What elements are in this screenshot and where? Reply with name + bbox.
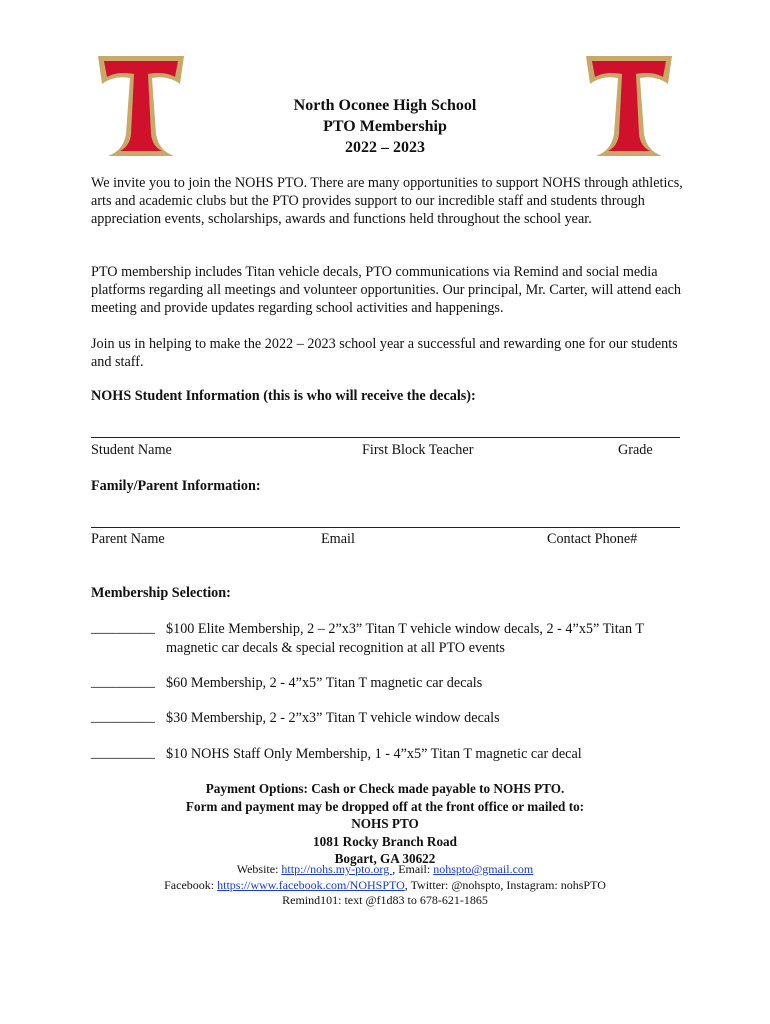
intro-paragraph-3: Join us in helping to make the 2022 – 2023 school year a successful and rewarding one for our students and staff. — [91, 336, 678, 370]
membership-heading: Membership Selection: — [91, 585, 231, 601]
student-name-label: Student Name — [91, 442, 172, 458]
org-name: NOHS PTO — [351, 816, 419, 831]
website-email-line — [0, 862, 770, 878]
intro-paragraph-1: We invite you to join the NOHS PTO. There are many opportunities to support NOHS through athletics, arts and academic clubs but the PTO provides support to our incredible staff and students through appreciation events, scholarships, awards and functions held throughout the school year. — [91, 175, 683, 227]
facebook-label: Facebook: — [164, 877, 218, 892]
intro-paragraph-2: PTO membership includes Titan vehicle decals, PTO communications via Remind and social media platforms regarding all meetings and volunteer opportunities. Our principal, Mr. Carter, will attend each meeting and provide updates regarding school activities and happenings. — [91, 264, 682, 316]
facebook-link[interactable]: https://www.facebook.com/NOHSPTO — [217, 877, 405, 892]
social-line — [0, 878, 770, 894]
twitter-instagram-text: , Twitter: @nohspto, Instagram: nohsPTO — [404, 877, 606, 892]
first-block-teacher-label: First Block Teacher — [362, 442, 474, 458]
website-link[interactable]: http://nohs.my-pto.org — [281, 862, 393, 876]
website-label: Website: — [236, 862, 282, 876]
membership-option-staff: $10 NOHS Staff Only Membership, 1 - 4”x5” Titan T magnetic car decal — [166, 746, 582, 762]
school-name: North Oconee High School — [293, 97, 477, 114]
footer-contact-info — [0, 862, 770, 909]
city-state-zip: Bogart, GA 30622 — [334, 851, 436, 866]
parent-name-label: Parent Name — [91, 531, 165, 547]
payment-options: Payment Options: Cash or Check made payable to NOHS PTO. — [205, 781, 565, 796]
form-title: PTO Membership — [323, 118, 447, 135]
grade-label: Grade — [618, 442, 653, 458]
membership-blank-3[interactable]: _________ — [91, 709, 155, 725]
family-info-heading: Family/Parent Information: — [91, 478, 261, 494]
email-label-footer: , Email: — [392, 862, 434, 876]
student-info-heading: NOHS Student Information (this is who will receive the decals): — [91, 388, 476, 404]
student-info-line[interactable] — [91, 437, 680, 438]
remind-line: Remind101: text @f1d83 to 678-621-1865 — [282, 893, 488, 907]
membership-option-30: $30 Membership, 2 - 2”x3” Titan T vehicle window decals — [166, 710, 500, 726]
street-address: 1081 Rocky Branch Road — [313, 833, 457, 849]
school-year: 2022 – 2023 — [345, 139, 425, 156]
dropoff-instructions: Form and payment may be dropped off at the front office or mailed to: — [185, 798, 585, 814]
membership-blank-2[interactable]: _________ — [91, 674, 155, 690]
email-link[interactable]: nohspto@gmail.com — [433, 862, 534, 876]
family-info-line[interactable] — [91, 527, 680, 528]
membership-option-elite: $100 Elite Membership, 2 – 2”x3” Titan T vehicle window decals, 2 - 4”x5” Titan T magnetic car decals & special recognition at all PTO events — [166, 621, 644, 656]
membership-option-60: $60 Membership, 2 - 4”x5” Titan T magnetic car decals — [166, 675, 483, 691]
membership-blank-1[interactable]: _________ — [91, 620, 155, 636]
footer-payment-info — [0, 780, 770, 868]
email-label: Email — [321, 531, 355, 547]
page-title — [0, 95, 770, 158]
membership-blank-4[interactable]: _________ — [91, 745, 155, 761]
contact-phone-label: Contact Phone# — [547, 531, 638, 547]
